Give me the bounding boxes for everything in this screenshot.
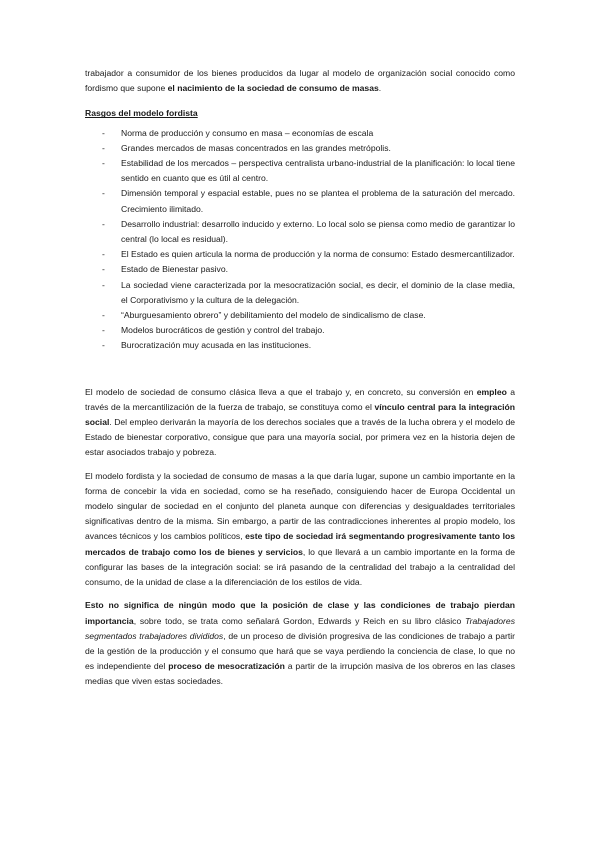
traits-list [85, 126, 515, 354]
list-item [85, 262, 515, 277]
intro-paragraph [85, 66, 515, 96]
body-paragraph-consumo [85, 385, 515, 461]
bullet-marker: - [102, 188, 105, 199]
list-item-text: Burocratización muy acusada en las instituciones. [121, 340, 312, 351]
para1-text-2: a través de la mercantilización de la fuerza de trabajo, se constituya como el [85, 386, 515, 412]
bullet-marker: - [102, 127, 105, 138]
list-item-text: Norma de producción y consumo en masa – economías de escala [121, 127, 374, 138]
bullet-marker: - [102, 218, 105, 229]
list-item-text: Desarrollo industrial: desarrollo inducido y externo. Lo local solo se piensa como medio de garantizar lo central (lo local es residual). [121, 218, 515, 245]
para3-text-2: , de un proceso de división progresiva de las condiciones de trabajo a partir de la gestión de la producción y el consumo que hará que se vaya perdiendo la conciencia de clase, lo que no es independiente del [85, 630, 515, 672]
para3-emphasis-clase: Esto no significa de ningún modo que la posición de clase y las condiciones de trabajo pierdan importancia [85, 600, 515, 626]
body-paragraph-clase [85, 598, 515, 689]
list-item [85, 156, 515, 186]
para2-emphasis: este tipo de sociedad irá segmentando progresivamente tanto los mercados de trabajo como los de bienes y servicios [85, 531, 515, 557]
list-item-text: La sociedad viene caracterizada por la mesocratización social, es decir, el dominio de la clase media, el Corporativismo y la cultura de la delegación. [121, 279, 515, 305]
bullet-marker: - [102, 249, 105, 260]
document-page [85, 66, 515, 690]
list-item-text: Modelos burocráticos de gestión y control del trabajo. [121, 325, 325, 336]
intro-text-2: . [378, 83, 382, 94]
bullet-marker: - [102, 142, 105, 153]
para1-text-1: El modelo de sociedad de consumo clásica lleva a que el trabajo y, en concreto, su conversión en [85, 386, 477, 397]
section-heading: Rasgos del modelo fordista [85, 108, 198, 119]
para1-emphasis-empleo: empleo [476, 386, 507, 397]
list-item [85, 186, 515, 216]
list-item [85, 278, 515, 308]
list-item-text: El Estado es quien articula la norma de producción y la norma de consumo: Estado desmercantilizador. [121, 249, 515, 260]
body-paragraph-fordista [85, 469, 515, 591]
bullet-marker: - [102, 279, 105, 290]
list-item [85, 141, 515, 156]
book-title: Trabajadores segmentados trabajadores divididos [85, 615, 515, 641]
bullet-marker: - [102, 158, 105, 169]
list-item [85, 323, 515, 338]
list-item [85, 126, 515, 141]
list-item [85, 247, 515, 262]
list-item-text: Estabilidad de los mercados – perspectiva centralista urbano-industrial de la planificación: lo local tiene sentido en cuanto que es útil al centro. [121, 158, 515, 184]
list-item-text: Grandes mercados de masas concentrados en las grandes metrópolis. [121, 142, 391, 153]
bullet-marker: - [102, 325, 105, 336]
bullet-marker: - [102, 340, 105, 351]
list-item-text: Estado de Bienestar pasivo. [121, 264, 229, 275]
para1-text-3: . Del empleo derivarán la mayoría de los derechos sociales que a través de la lucha obrera y el modelo de Estado de bienestar corporativo, consigue que para una mayoría social, por primera vez en la historia dejen de estar asociados trabajo y pobreza. [85, 417, 515, 458]
para3-text-3: a partir de la irrupción masiva de los obreros en las clases medias que viven estas sociedades. [85, 661, 515, 687]
para3-emphasis-mesocratizacion: proceso de mesocratización [168, 661, 285, 672]
list-item-text: Dimensión temporal y espacial estable, pues no se plantea el problema de la saturación del mercado. Crecimiento ilimitado. [121, 188, 515, 214]
list-item [85, 217, 515, 247]
para3-text-1: , sobre todo, se trata como señalará Gordon, Edwards y Reich en su libro clásico [133, 615, 465, 626]
intro-emphasis: el nacimiento de la sociedad de consumo de masas [167, 83, 379, 94]
para2-text-1: El modelo fordista y la sociedad de consumo de masas a la que daría lugar, supone un cambio importante en la forma de concebir la vida en sociedad, como se ha reseñado, consiguiendo hacer de Europa Occidental un modelo singular de sociedad en el conjunto del planeta aunque con diferencias y desigualdades territoriales significativas dentro de la misma. Sin embargo, a partir de las contradicciones inherentes al propio modelo, los avances técnicos y los cambios políticos, [85, 470, 515, 542]
para2-text-2: , lo que llevará a un cambio importante en la forma de configurar las bases de la integración social: se irá pasando de la centralidad del trabajo a la centralidad del consumo, de la unidad de clase a la diferenciación de los estilos de vida. [85, 546, 515, 588]
bullet-marker: - [102, 310, 105, 321]
list-item [85, 338, 515, 353]
bullet-marker: - [102, 264, 105, 275]
list-item-text: “Aburguesamiento obrero” y debilitamiento del modelo de sindicalismo de clase. [121, 310, 426, 321]
para1-emphasis-vinculo: vínculo central para la integración social [85, 401, 515, 428]
intro-text-1: trabajador a consumidor de los bienes producidos da lugar al modelo de organización social conocido como fordismo que supone [85, 68, 515, 94]
list-item [85, 308, 515, 323]
